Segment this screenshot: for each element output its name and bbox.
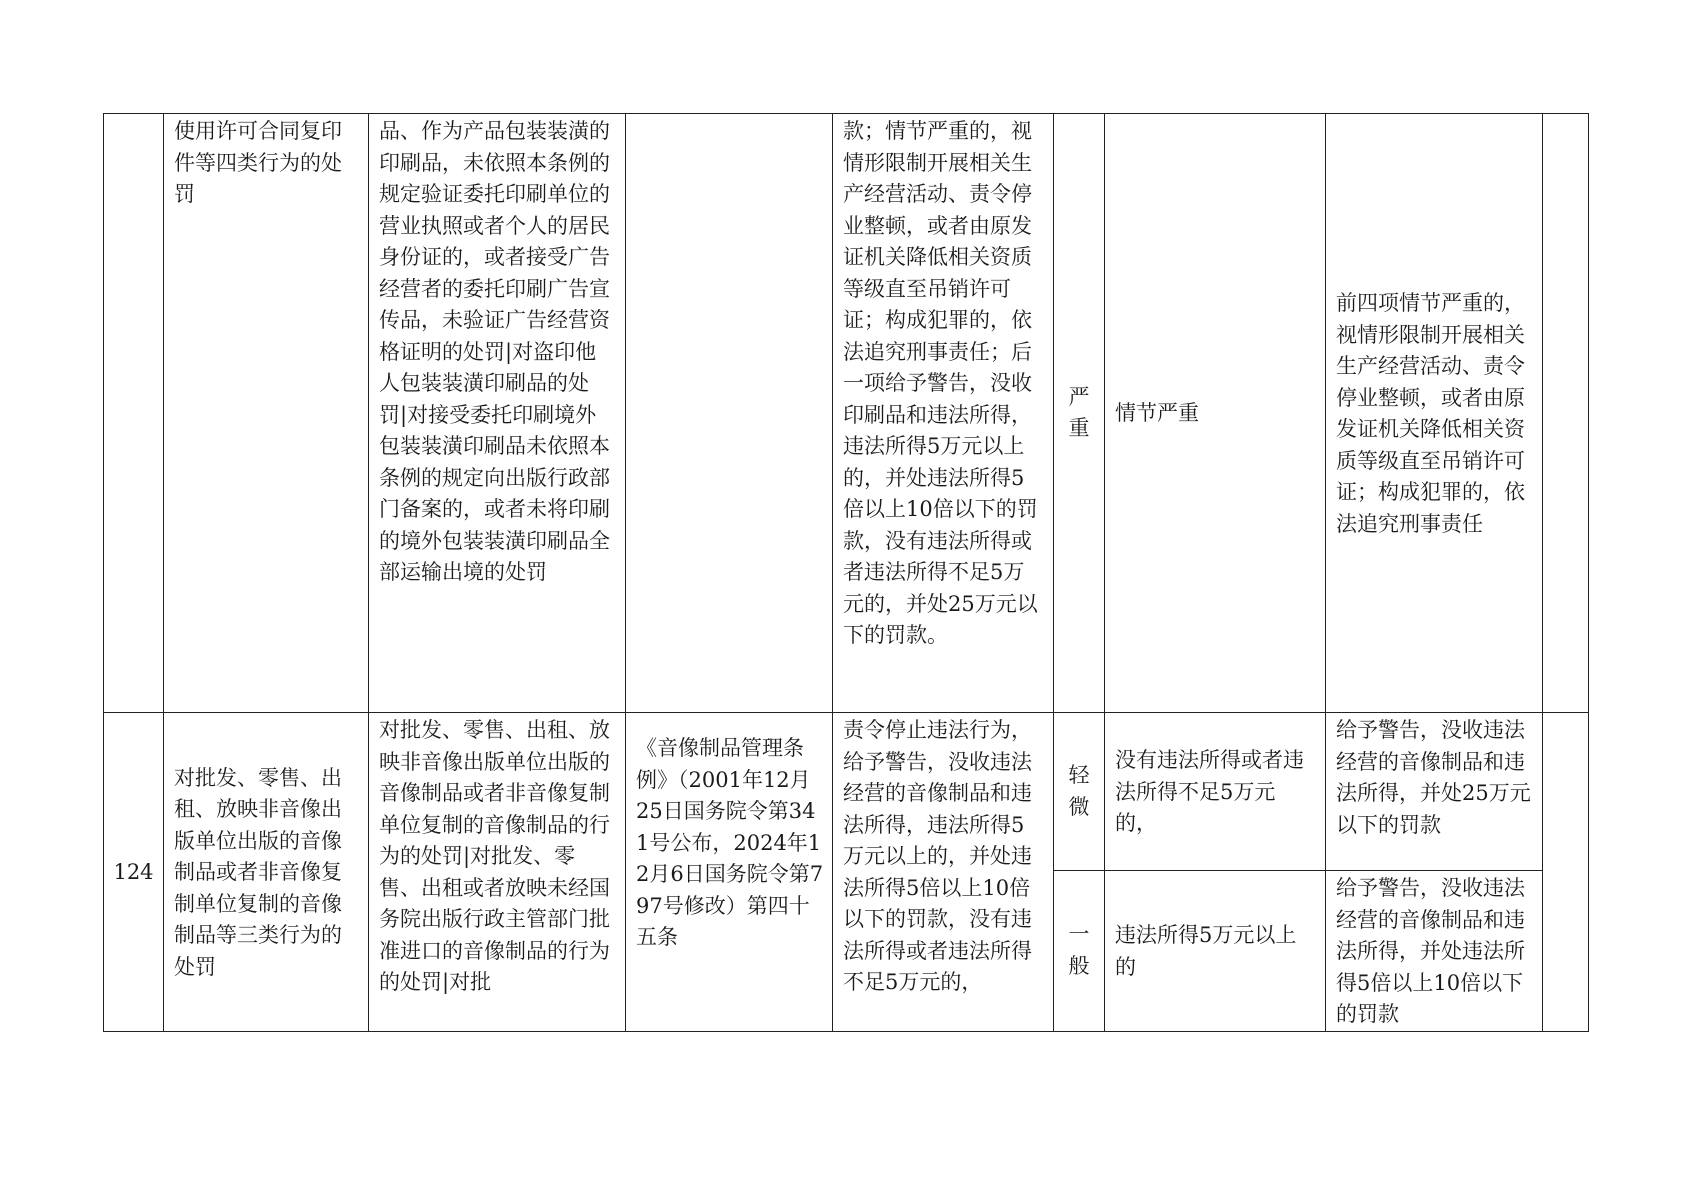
violation-level-label: 轻微 xyxy=(1068,763,1090,819)
note-cell xyxy=(1543,114,1589,713)
circumstance-cell: 没有违法所得或者违法所得不足5万元的， xyxy=(1105,713,1326,871)
violation-level-cell xyxy=(1054,871,1105,1032)
penalty-provision-cell: 款；情节严重的，视情形限制开展相关生产经营活动、责令停业整顿，或者由原发证机关降低相关资质等级直至吊销许可证；构成犯罪的，依法追究刑事责任；后一项给予警告，没收印刷品和违法所得，违法所得5万元以上的，并处违法所得5倍以上10倍以下的罚款，没有违法所得或者违法所得不足5万元的，并处25万元以下的罚款。 xyxy=(833,114,1054,713)
penalty-standard-table xyxy=(103,113,1589,1032)
violation-level-label: 严重 xyxy=(1068,384,1090,440)
legal-basis-cell xyxy=(626,114,833,713)
legal-basis-cell: 《音像制品管理条例》（2001年12月25日国务院令第341号公布，2024年12月6日国务院令第797号修改）第四十五条 xyxy=(626,713,833,1032)
circumstance-cell: 情节严重 xyxy=(1105,114,1326,713)
discretion-standard-cell: 前四项情节严重的，视情形限制开展相关生产经营活动、责令停业整顿，或者由原发证机关降低相关资质等级直至吊销许可证；构成犯罪的，依法追究刑事责任 xyxy=(1326,114,1543,713)
table-row xyxy=(104,114,1589,713)
circumstance-cell: 违法所得5万元以上的 xyxy=(1105,871,1326,1032)
violation-level-cell xyxy=(1054,713,1105,871)
item-name-cell: 对批发、零售、出租、放映非音像出版单位出版的音像制品或者非音像复制单位复制的音像制品等三类行为的处罚 xyxy=(164,713,369,1032)
penalty-provision-cell: 责令停止违法行为，给予警告，没收违法经营的音像制品和违法所得，违法所得5万元以上的，并处违法所得5倍以上10倍以下的罚款，没有违法所得或者违法所得不足5万元的， xyxy=(833,713,1054,1032)
violation-level-cell xyxy=(1054,114,1105,713)
item-name-cell: 使用许可合同复印件等四类行为的处罚 xyxy=(164,114,369,713)
note-cell xyxy=(1543,713,1589,1032)
serial-number-cell: 124 xyxy=(104,713,164,1032)
violation-level-label: 一般 xyxy=(1068,922,1090,978)
discretion-standard-cell: 给予警告，没收违法经营的音像制品和违法所得，并处25万元以下的罚款 xyxy=(1326,713,1543,871)
serial-number-cell xyxy=(104,114,164,713)
subitem-cell: 品、作为产品包装装潢的印刷品，未依照本条例的规定验证委托印刷单位的营业执照或者个人的居民身份证的，或者接受广告经营者的委托印刷广告宣传品，未验证广告经营资格证明的处罚|对盗印他人包装装潢印刷品的处罚|对接受委托印刷境外包装装潢印刷品未依照本条例的规定向出版行政部门备案的，或者未将印刷的境外包装装潢印刷品全部运输出境的处罚 xyxy=(369,114,626,713)
discretion-standard-cell: 给予警告，没收违法经营的音像制品和违法所得，并处违法所得5倍以上10倍以下的罚款 xyxy=(1326,871,1543,1032)
table-row xyxy=(104,713,1589,871)
subitem-cell: 对批发、零售、出租、放映非音像出版单位出版的音像制品或者非音像复制单位复制的音像制品的行为的处罚|对批发、零售、出租或者放映未经国务院出版行政主管部门批准进口的音像制品的行为的处罚|对批 xyxy=(369,713,626,1032)
